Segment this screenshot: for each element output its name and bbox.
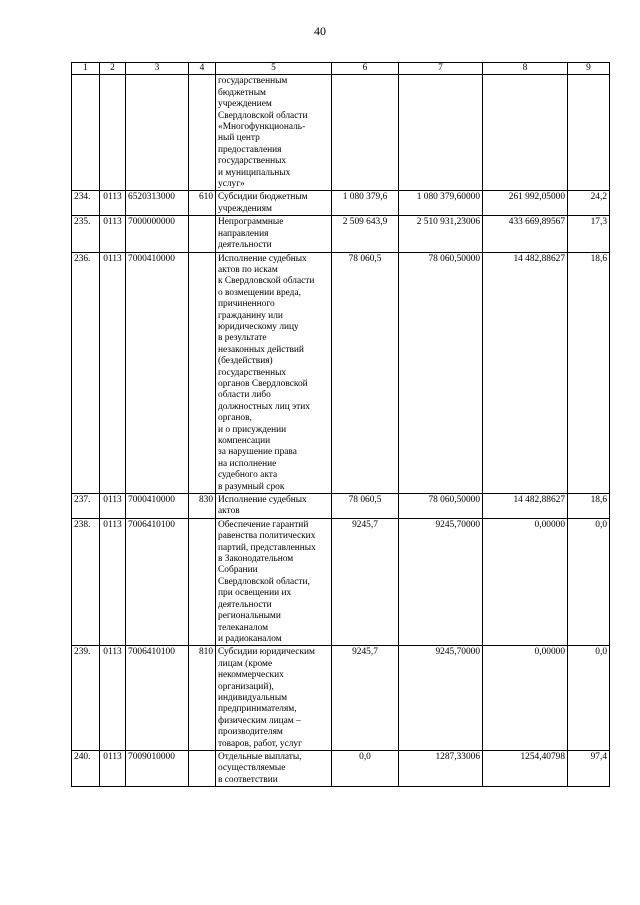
name-line: бюджетным [218,87,266,98]
budget-table [71,62,610,787]
name-line: в Законодательном [218,554,294,565]
section-code-cell: 0113 [100,252,126,494]
name-line: причиненного [218,299,275,310]
row-number-cell [72,75,100,191]
column-header: 6 [332,63,399,75]
name-line: судебного акта [218,470,278,481]
target-code-cell: 7006410100 [126,518,189,645]
column-header: 9 [568,63,610,75]
name-line: равенства политических [218,531,316,542]
target-code-cell: 7000000000 [126,216,189,252]
name-line: за нарушение права [218,447,297,458]
name-line: и радиоканалом [218,633,282,644]
name-line: Обеспечение гарантий [218,519,309,530]
row-number-cell: 237. [72,494,100,519]
name-line: некоммерческих [218,670,284,681]
name-line: органов, [218,413,252,424]
percent-cell: 18,6 [568,494,610,519]
percent-cell: 97,4 [568,750,610,786]
name-line: должностных лиц этих [218,401,310,412]
target-code-cell: 7000410000 [126,494,189,519]
name-line: в соответствии [218,774,278,785]
expense-type-cell [189,750,216,786]
name-line: государственных [218,156,287,167]
section-code-cell [100,75,126,191]
column-header: 3 [126,63,189,75]
header-row [72,63,610,75]
name-line: услуг» [218,179,245,190]
name-cell [216,75,332,191]
name-line: физическим лицам – [218,715,301,726]
name-line: телеканалом [218,622,269,633]
name-cell [216,646,332,751]
table-row [72,75,610,191]
section-code-cell: 0113 [100,518,126,645]
executed-amount-cell: 261 992,05000 [483,191,568,216]
target-code-cell: 6520313000 [126,191,189,216]
name-line: к Свердловской области [218,276,315,287]
planned-amount-cell: 78 060,50000 [399,252,483,494]
name-cell [216,252,332,494]
planned-amount-cell: 9245,70000 [399,518,483,645]
name-line: организаций), [218,681,274,692]
name-cell [216,494,332,519]
name-line: Непрограммные [218,217,284,228]
name-line: «Многофункциональ- [218,122,306,133]
name-line: Отдельные выплаты, [218,751,302,762]
row-number-cell: 234. [72,191,100,216]
column-header: 5 [216,63,332,75]
planned-amount-cell: 1287,33006 [399,750,483,786]
row-number-cell: 235. [72,216,100,252]
name-line: Исполнение судебных [218,495,307,506]
executed-amount-cell: 1254,40798 [483,750,568,786]
name-line: при освещении их [218,588,292,599]
name-line: (бездействия) [218,356,273,367]
name-line: актов [218,506,240,517]
column-header: 8 [483,63,568,75]
section-code-cell: 0113 [100,191,126,216]
name-line: в результате [218,333,267,344]
name-line: Свердловской области [218,110,308,121]
name-line: государственным [218,76,288,87]
name-line: в разумный срок [218,481,285,492]
table-row [72,646,610,751]
name-line: предоставления [218,144,282,155]
row-number-cell: 236. [72,252,100,494]
name-line: предпринимателям, [218,704,297,715]
section-code-cell: 0113 [100,646,126,751]
column-header: 1 [72,63,100,75]
name-cell [216,750,332,786]
percent-cell: 0,0 [568,646,610,751]
name-cell [216,518,332,645]
name-line: и муниципальных [218,167,291,178]
name-line: компенсации [218,436,271,446]
name-cell [216,191,332,216]
executed-amount-cell: 14 482,88627 [483,494,568,519]
approved-amount-cell: 2 509 643,9 [332,216,399,252]
table-row [72,191,610,216]
name-line: ный центр [218,133,260,144]
name-line: юридическому лицу [218,321,299,332]
target-code-cell: 7006410100 [126,646,189,751]
name-line: актов по искам [218,264,278,275]
expense-type-cell: 610 [189,191,216,216]
table-row [72,750,610,786]
executed-amount-cell: 0,00000 [483,518,568,645]
percent-cell: 18,6 [568,252,610,494]
planned-amount-cell: 2 510 931,23006 [399,216,483,252]
table-body [72,75,610,787]
expense-type-cell: 830 [189,494,216,519]
planned-amount-cell: 9245,70000 [399,646,483,751]
percent-cell [568,75,610,191]
column-header: 2 [100,63,126,75]
page-number: 40 [314,24,326,38]
table-row [72,518,610,645]
approved-amount-cell [332,75,399,191]
name-line: Субсидии бюджетным [218,192,308,203]
approved-amount-cell: 9245,7 [332,646,399,751]
name-line: товаров, работ, услуг [218,738,302,749]
table-row [72,494,610,519]
executed-amount-cell: 14 482,88627 [483,252,568,494]
section-code-cell: 0113 [100,494,126,519]
name-line: незаконных действий [218,344,304,355]
expense-type-cell [189,518,216,645]
table-row [72,252,610,494]
planned-amount-cell: 1 080 379,60000 [399,191,483,216]
name-line: органов Свердловской [218,378,308,389]
approved-amount-cell: 0,0 [332,750,399,786]
approved-amount-cell: 9245,7 [332,518,399,645]
executed-amount-cell: 433 669,89567 [483,216,568,252]
row-number-cell: 239. [72,646,100,751]
target-code-cell: 7000410000 [126,252,189,494]
approved-amount-cell: 78 060,5 [332,494,399,519]
name-line: деятельности [218,240,272,251]
name-line: направления [218,228,269,239]
name-line: партий, представленных [218,542,316,553]
percent-cell: 0,0 [568,518,610,645]
name-line: лицам (кроме [218,658,273,669]
planned-amount-cell [399,75,483,191]
name-line: о возмещении вреда, [218,287,301,298]
target-code-cell [126,75,189,191]
percent-cell: 24,2 [568,191,610,216]
name-line: области либо [218,390,271,401]
name-line: производителям [218,727,283,738]
section-code-cell: 0113 [100,750,126,786]
expense-type-cell [189,252,216,494]
executed-amount-cell [483,75,568,191]
expense-type-cell [189,216,216,252]
name-line: Свердловской области, [218,576,310,587]
executed-amount-cell: 0,00000 [483,646,568,751]
planned-amount-cell: 78 060,50000 [399,494,483,519]
row-number-cell: 240. [72,750,100,786]
column-header: 4 [189,63,216,75]
name-line: учреждением [218,99,272,110]
name-line: Исполнение судебных [218,253,307,264]
column-header: 7 [399,63,483,75]
name-line: индивидуальным [218,692,288,703]
expense-type-cell: 810 [189,646,216,751]
row-number-cell: 238. [72,518,100,645]
name-line: учреждениям [218,203,272,214]
name-line: гражданину или [218,310,283,321]
name-line: региональными [218,611,281,622]
name-line: государственных [218,367,287,378]
target-code-cell: 7009010000 [126,750,189,786]
name-line: Субсидии юридическим [218,647,315,658]
name-cell [216,216,332,252]
name-line: на исполнение [218,458,277,469]
section-code-cell: 0113 [100,216,126,252]
name-line: деятельности [218,599,272,610]
name-line: осуществляемые [218,763,286,774]
name-line: и о присуждении [218,424,287,435]
expense-type-cell [189,75,216,191]
approved-amount-cell: 78 060,5 [332,252,399,494]
approved-amount-cell: 1 080 379,6 [332,191,399,216]
percent-cell: 17,3 [568,216,610,252]
name-line: Собрании [218,565,258,576]
table-row [72,216,610,252]
